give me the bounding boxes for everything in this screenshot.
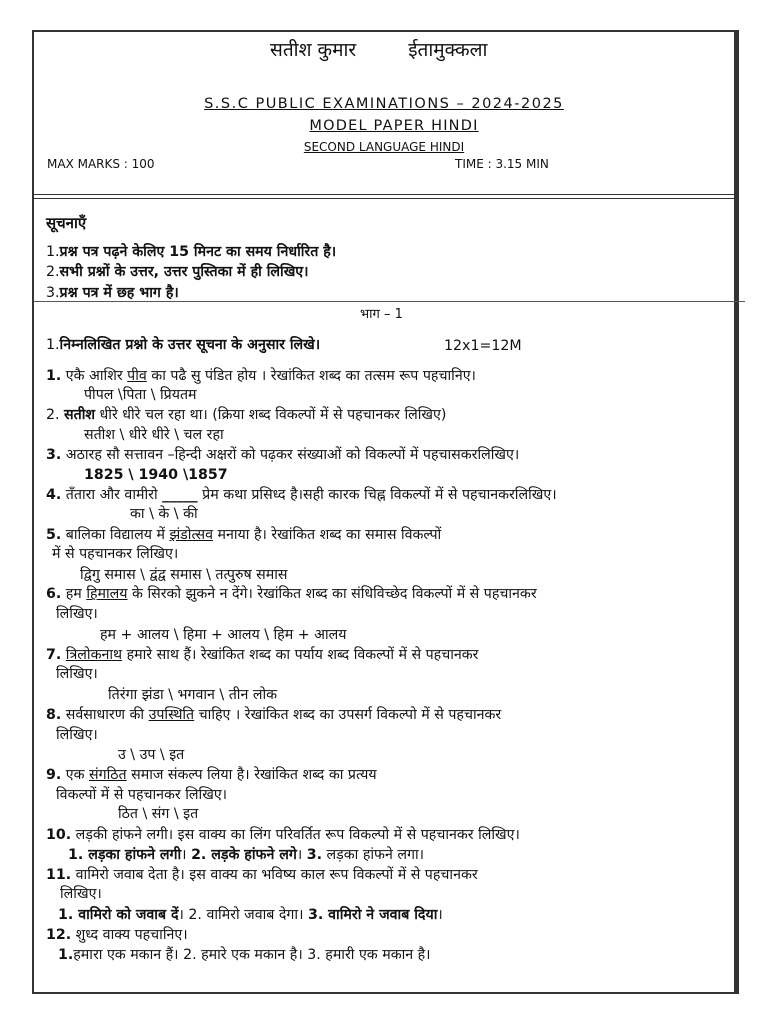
exam-time: TIME : 3.15 MIN (455, 157, 549, 171)
author-place: ईतामुक्कला (408, 39, 488, 61)
question-7: 7. त्रिलोकनाथ हमारे साथ हैं। रेखांकित शब्द का पर्याय शब्द विकल्पों में से पहचानकर (46, 647, 479, 663)
question-10-options: 1. लड़का हांफने लगी। 2. लड़के हांफने लगे। 3. लड़का हांफने लगा। (68, 847, 425, 863)
question-12: 12. शुध्द वाक्य पहचानिए। (46, 927, 188, 943)
question-6: 6. हम हिमालय के सिरको झुकने न देंगे। रेखांकित शब्द का संधिविच्छेद विकल्पों में से पहचानकर (46, 586, 537, 602)
max-marks: MAX MARKS : 100 (47, 157, 155, 171)
question-8-options: उ \ उप \ इत (118, 747, 185, 763)
question-7-options: तिरंगा झंडा \ भगवान \ तीन लोक (108, 687, 278, 703)
instructions-heading: सूचनाएँ (46, 214, 87, 232)
question-5-options: द्विगु समास \ द्वंद्व समास \ तत्पुरुष समास (80, 567, 288, 583)
question-6-options: हम + आलय \ हिमा + आलय \ हिम + आलय (100, 627, 347, 643)
question-3: 3. अठारह सौ सत्तावन –हिन्दी अक्षरों को पढ़कर संख्याओं को विकल्पों में पहचासकरलिखिए। (46, 447, 520, 463)
page-border-right (736, 30, 739, 994)
question-5-line2: में से पहचानकर लिखिए। (52, 546, 179, 562)
question-9: 9. एक संगठित समाज संकल्प लिया है। रेखांकित शब्द का प्रत्यय (46, 767, 377, 783)
language-label: SECOND LANGUAGE HINDI (303, 140, 465, 154)
question-9-line2: विकल्पों में से पहचानकर लिखिए। (56, 787, 228, 803)
divider (33, 301, 745, 302)
question-10: 10. लड़की हांफने लगी। इस वाक्य का लिंग परिवर्तित रूप विकल्पो में से पहचानकर लिखिए। (46, 827, 520, 843)
section-instruction: 1.निम्नलिखित प्रश्नो के उत्तर सूचना के अनुसार लिखे। (46, 337, 321, 353)
question-8: 8. सर्वसाधारण की उपस्थिति चाहिए । रेखांकित शब्द का उपसर्ग विकल्पो में से पहचानकर (46, 707, 502, 723)
section-marks: 12x1=12M (444, 338, 522, 354)
paper-title: MODEL PAPER HINDI (309, 118, 479, 134)
question-3-options: 1825 \ 1940 \1857 (84, 467, 228, 483)
question-2-options: सतीश \ धीरे धीरे \ चल रहा (84, 427, 224, 443)
question-11-line2: लिखिए। (60, 886, 102, 902)
question-8-line2: लिखिए। (56, 727, 98, 743)
author-name: सतीश कुमार (270, 39, 357, 61)
question-4-options: का \ के \ की (130, 506, 198, 522)
divider (33, 194, 735, 195)
question-11: 11. वामिरो जवाब देता है। इस वाक्य का भविष्य काल रूप विकल्पों में से पहचानकर (46, 867, 478, 883)
question-9-options: ठित \ संग \ इत (118, 806, 199, 822)
exam-title: S.S.C PUBLIC EXAMINATIONS – 2024-2025 (204, 96, 564, 112)
question-4: 4. तँतारा और वामीरो _____ प्रेम कथा प्रसिध्द है।सही कारक चिह्न विकल्पों में से पहचानकरलिखिए। (46, 487, 557, 503)
question-6-line2: लिखिए। (56, 606, 98, 622)
question-11-options: 1. वामिरो को जवाब दें। 2. वामिरो जवाब देगा। 3. वामिरो ने जवाब दिया। (58, 907, 443, 923)
instruction-item: 1.प्रश्न पत्र पढ़ने केलिए 15 मिनट का समय निर्धारित है। (46, 244, 337, 260)
question-7-line2: लिखिए। (56, 666, 98, 682)
divider (33, 198, 735, 199)
question-1-options: पीपल \पिता \ प्रियतम (84, 387, 197, 403)
question-1: 1. एकै आशिर पीव का पढै सु पंडित होय । रेखांकित शब्द का तत्सम रूप पहचानिए। (46, 368, 476, 384)
question-5: 5. बालिका विद्यालय में झंडोत्सव मनाया है। रेखांकित शब्द का समास विकल्पों (46, 527, 442, 543)
question-12-options: 1.हमारा एक मकान हैं। 2. हमारे एक मकान है। 3. हमारी एक मकान है। (58, 947, 431, 963)
section-title: भाग – 1 (360, 307, 403, 322)
author-line (270, 36, 487, 62)
instruction-item: 2.सभी प्रश्नों के उत्तर, उत्तर पुस्तिका में ही लिखिए। (46, 264, 309, 280)
instruction-item: 3.प्रश्न पत्र में छह भाग है। (46, 285, 179, 301)
question-2: 2. सतीश धीरे धीरे चल रहा था। (क्रिया शब्द विकल्पों में से पहचानकर लिखिए) (46, 407, 447, 423)
